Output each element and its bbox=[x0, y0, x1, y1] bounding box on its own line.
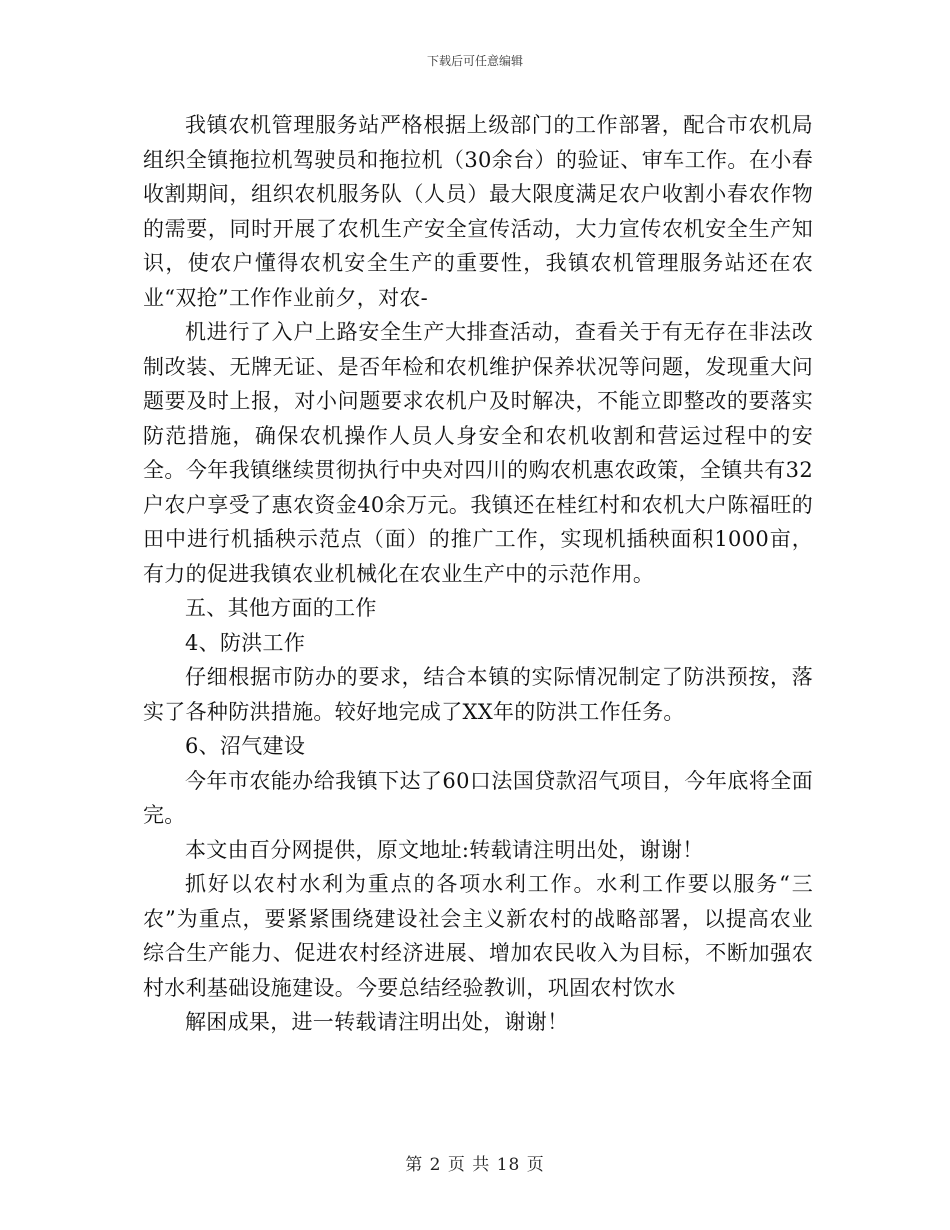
subheading-biogas: 6、沼气建设 bbox=[185, 734, 306, 758]
section-heading-other-work: 五、其他方面的工作 bbox=[185, 596, 377, 620]
paragraph-flood-control: 仔细根据市防办的要求，结合本镇的实际情况制定了防洪预按，落实了各种防洪措施。较好地完成了XX年的防洪工作任务。 bbox=[143, 665, 813, 724]
paragraph-farm-machinery-station: 我镇农机管理服务站严格根据上级部门的工作部署，配合市农机局组织全镇拖拉机驾驶员和拖拉机（30余台）的验证、审车工作。在小春收割期间，组织农机服务队（人员）最大限度满足农户收割小春农作物的需要，同时开展了农机生产安全宣传活动，大力宣传农机安全生产知识，使农户懂得农机安全生产的重要性，我镇农机管理服务站还在农业“双抢”工作作业前夕，对农- bbox=[143, 113, 813, 310]
paragraph-water-conservancy: 抓好以农村水利为重点的各项水利工作。水利工作要以服务“三农”为重点，要紧紧围绕建设社会主义新农村的战略部署，以提高农业综合生产能力、促进农村经济进展、增加农民收入为目标，不断加强农村水利基础设施建设。今要总结经验教训，巩固农村饮水 bbox=[143, 872, 813, 1000]
paragraph-biogas: 今年市农能办给我镇下达了60口法国贷款沼气项目，今年底将全面完。 bbox=[143, 768, 813, 827]
document-body bbox=[143, 108, 813, 1040]
paragraph-closing-note: 解困成果，进一转载请注明出处，谢谢！ bbox=[185, 1010, 569, 1034]
page-number-footer: 第 2 页 共 18 页 bbox=[405, 1155, 545, 1175]
subheading-flood-control: 4、防洪工作 bbox=[185, 630, 306, 655]
paragraph-safety-inspection: 机进行了入户上路安全生产大排查活动，查看关于有无存在非法改制改装、无牌无证、是否年检和农机维护保养状况等问题，发现重大问题要及时上报，对小问题要求农机户及时解决，不能立即整改的要落实防范措施，确保农机操作人员人身安全和农机收割和营运过程中的安全。今年我镇继续贯彻执行中央对四川的购农机惠农政策，全镇共有32户农户享受了惠农资金40余万元。我镇还在桂红村和农机大户陈福旺的田中进行机插秧示范点（面）的推广工作，实现机插秧面积1000亩，有力的促进我镇农业机械化在农业生产中的示范作用。 bbox=[143, 320, 813, 586]
paragraph-source-note: 本文由百分网提供，原文地址:转载请注明出处，谢谢！ bbox=[185, 837, 704, 862]
page-header-note: 下载后可任意编辑 bbox=[426, 54, 523, 68]
